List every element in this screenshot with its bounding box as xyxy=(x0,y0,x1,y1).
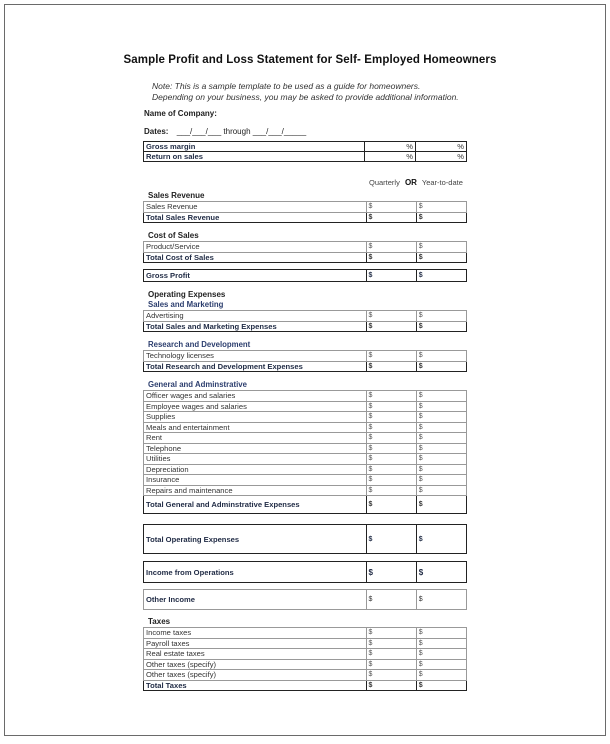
row-label: Total Operating Expenses xyxy=(144,525,367,554)
cost-of-sales-table xyxy=(143,241,467,263)
rnd-table xyxy=(143,350,467,372)
sales-revenue-heading: Sales Revenue xyxy=(148,191,205,200)
row-label: Utilities xyxy=(144,454,367,465)
table-row xyxy=(144,391,467,402)
margin-row xyxy=(144,152,467,162)
operating-expenses-heading: Operating Expenses xyxy=(148,290,226,299)
total-row xyxy=(144,361,467,372)
row-label: Payroll taxes xyxy=(144,638,367,649)
table-row xyxy=(144,202,467,213)
gross-profit-table xyxy=(143,269,467,282)
quarterly-cell[interactable]: $ xyxy=(366,321,416,332)
row-label: Total Research and Development Expenses xyxy=(144,361,367,372)
ytd-cell[interactable]: $ xyxy=(416,496,466,514)
table-row xyxy=(144,670,467,681)
sales-revenue-table xyxy=(143,201,467,223)
row-label: Total General and Adminstrative Expenses xyxy=(144,496,367,514)
company-label: Name of Company: xyxy=(144,109,217,118)
row-label: Gross Profit xyxy=(144,270,367,282)
quarterly-cell[interactable]: $ xyxy=(366,361,416,372)
return-on-sales-label: Return on sales xyxy=(144,152,365,162)
gross-margin-quarterly[interactable]: % xyxy=(365,142,416,152)
table-row xyxy=(144,638,467,649)
row-label: Sales Revenue xyxy=(144,202,367,213)
ytd-cell[interactable]: $ xyxy=(416,443,466,454)
quarterly-cell[interactable]: $ xyxy=(366,496,416,514)
table-row xyxy=(144,242,467,253)
ytd-cell[interactable]: $ xyxy=(416,422,466,433)
ytd-cell[interactable]: $ xyxy=(416,321,466,332)
table-row xyxy=(144,311,467,322)
table-row xyxy=(144,475,467,486)
table-row xyxy=(144,412,467,423)
row-label: Total Sales and Marketing Expenses xyxy=(144,321,367,332)
page-title: Sample Profit and Loss Statement for Self- Employed Homeowners xyxy=(123,54,497,66)
row-label: Income from Operations xyxy=(144,562,367,583)
table-row xyxy=(144,401,467,412)
ytd-cell[interactable]: $ xyxy=(416,361,466,372)
total-row xyxy=(144,321,467,332)
quarterly-cell[interactable]: $ xyxy=(366,649,416,660)
row-label: Total Sales Revenue xyxy=(144,212,367,223)
ytd-cell[interactable]: $ xyxy=(416,475,466,486)
ytd-cell[interactable]: $ xyxy=(416,464,466,475)
quarterly-cell[interactable]: $ xyxy=(366,628,416,639)
quarterly-cell[interactable]: $ xyxy=(366,433,416,444)
sales-marketing-table xyxy=(143,310,467,332)
quarterly-cell[interactable]: $ xyxy=(366,412,416,423)
note xyxy=(152,81,459,103)
quarterly-cell[interactable]: $ xyxy=(366,464,416,475)
quarterly-cell[interactable]: $ xyxy=(366,485,416,496)
ytd-label: Year-to-date xyxy=(421,178,463,187)
table-row xyxy=(144,443,467,454)
total-row xyxy=(144,252,467,263)
quarterly-cell[interactable]: $ xyxy=(366,351,416,362)
total-operating-table xyxy=(143,524,467,554)
quarterly-cell[interactable]: $ xyxy=(366,638,416,649)
row-label: Income taxes xyxy=(144,628,367,639)
or-label: OR xyxy=(404,178,417,187)
ga-heading: General and Adminstrative xyxy=(148,380,247,389)
table-row xyxy=(144,464,467,475)
row-label: Meals and entertainment xyxy=(144,422,367,433)
income-ops-table xyxy=(143,561,467,583)
quarterly-cell[interactable]: $ xyxy=(366,212,416,223)
other-income-table xyxy=(143,589,467,610)
quarterly-cell[interactable]: $ xyxy=(366,659,416,670)
total-row xyxy=(144,562,467,583)
quarterly-cell[interactable]: $ xyxy=(366,270,416,282)
quarterly-cell[interactable]: $ xyxy=(366,590,416,610)
total-row xyxy=(144,680,467,691)
table-row xyxy=(144,628,467,639)
quarterly-cell[interactable]: $ xyxy=(366,680,416,691)
table-row xyxy=(144,659,467,670)
table-row xyxy=(144,433,467,444)
table-row xyxy=(144,454,467,465)
quarterly-cell[interactable]: $ xyxy=(366,242,416,253)
row-label: Technology licenses xyxy=(144,351,367,362)
ytd-cell[interactable]: $ xyxy=(416,590,466,610)
total-row xyxy=(144,525,467,554)
dates-label: Dates: xyxy=(144,127,169,136)
period-selector xyxy=(369,178,463,187)
cost-of-sales-heading: Cost of Sales xyxy=(148,231,199,240)
ytd-cell[interactable]: $ xyxy=(416,242,466,253)
ytd-cell[interactable]: $ xyxy=(416,212,466,223)
quarterly-cell[interactable]: $ xyxy=(366,401,416,412)
ytd-cell[interactable]: $ xyxy=(416,680,466,691)
note-line-1: Note: This is a sample template to be used as a guide for homeowners. xyxy=(152,81,421,91)
row-label: Total Cost of Sales xyxy=(144,252,367,263)
ytd-cell[interactable]: $ xyxy=(416,485,466,496)
row-label: Other taxes (specify) xyxy=(144,659,367,670)
row-label: Telephone xyxy=(144,443,367,454)
row-label: Product/Service xyxy=(144,242,367,253)
ga-table xyxy=(143,390,467,514)
quarterly-label: Quarterly xyxy=(369,178,400,187)
taxes-heading: Taxes xyxy=(148,617,171,626)
row-label: Depreciation xyxy=(144,464,367,475)
gross-margin-label: Gross margin xyxy=(144,142,365,152)
ytd-cell[interactable]: $ xyxy=(416,433,466,444)
ytd-cell[interactable]: $ xyxy=(416,649,466,660)
ytd-cell[interactable]: $ xyxy=(416,454,466,465)
note-line-2: Depending on your business, you may be asked to provide additional information. xyxy=(152,92,459,102)
table-row xyxy=(144,351,467,362)
quarterly-cell[interactable]: $ xyxy=(366,202,416,213)
quarterly-cell[interactable]: $ xyxy=(366,475,416,486)
table-row xyxy=(144,485,467,496)
ytd-cell[interactable]: $ xyxy=(416,670,466,681)
margin-row xyxy=(144,142,467,152)
quarterly-cell[interactable]: $ xyxy=(366,391,416,402)
row-label: Supplies xyxy=(144,412,367,423)
row-label: Insurance xyxy=(144,475,367,486)
total-row xyxy=(144,270,467,282)
table-row xyxy=(144,590,467,610)
row-label: Other Income xyxy=(144,590,367,610)
quarterly-cell[interactable]: $ xyxy=(366,422,416,433)
ytd-cell[interactable]: $ xyxy=(416,412,466,423)
quarterly-cell[interactable]: $ xyxy=(366,252,416,263)
ytd-cell[interactable]: $ xyxy=(416,659,466,670)
quarterly-cell[interactable]: $ xyxy=(366,311,416,322)
return-on-sales-ytd[interactable]: % xyxy=(416,152,467,162)
gross-margin-ytd[interactable]: % xyxy=(416,142,467,152)
margins-table xyxy=(143,141,467,162)
ytd-cell[interactable]: $ xyxy=(416,562,466,583)
row-label: Real estate taxes xyxy=(144,649,367,660)
ytd-cell[interactable]: $ xyxy=(416,202,466,213)
document-page xyxy=(4,4,606,736)
dates-row[interactable] xyxy=(144,127,306,136)
quarterly-cell[interactable]: $ xyxy=(366,454,416,465)
row-label: Other taxes (specify) xyxy=(144,670,367,681)
row-label: Employee wages and salaries xyxy=(144,401,367,412)
ytd-cell[interactable]: $ xyxy=(416,628,466,639)
table-row xyxy=(144,649,467,660)
dates-fields[interactable]: ___/___/___ through ___/___/_____ xyxy=(176,127,307,136)
total-row xyxy=(144,212,467,223)
row-label: Rent xyxy=(144,433,367,444)
rnd-heading: Research and Development xyxy=(148,340,251,349)
quarterly-cell[interactable]: $ xyxy=(366,562,416,583)
row-label: Repairs and maintenance xyxy=(144,485,367,496)
ytd-cell[interactable]: $ xyxy=(416,351,466,362)
table-row xyxy=(144,422,467,433)
return-on-sales-quarterly[interactable]: % xyxy=(365,152,416,162)
quarterly-cell[interactable]: $ xyxy=(366,443,416,454)
ytd-cell[interactable]: $ xyxy=(416,311,466,322)
ytd-cell[interactable]: $ xyxy=(416,270,466,282)
quarterly-cell[interactable]: $ xyxy=(366,670,416,681)
total-row xyxy=(144,496,467,514)
taxes-table xyxy=(143,627,467,691)
row-label: Advertising xyxy=(144,311,367,322)
ytd-cell[interactable]: $ xyxy=(416,638,466,649)
quarterly-cell[interactable]: $ xyxy=(366,525,416,554)
row-label: Total Taxes xyxy=(144,680,367,691)
row-label: Officer wages and salaries xyxy=(144,391,367,402)
ytd-cell[interactable]: $ xyxy=(416,391,466,402)
ytd-cell[interactable]: $ xyxy=(416,401,466,412)
sales-marketing-heading: Sales and Marketing xyxy=(148,300,224,309)
ytd-cell[interactable]: $ xyxy=(416,252,466,263)
ytd-cell[interactable]: $ xyxy=(416,525,466,554)
